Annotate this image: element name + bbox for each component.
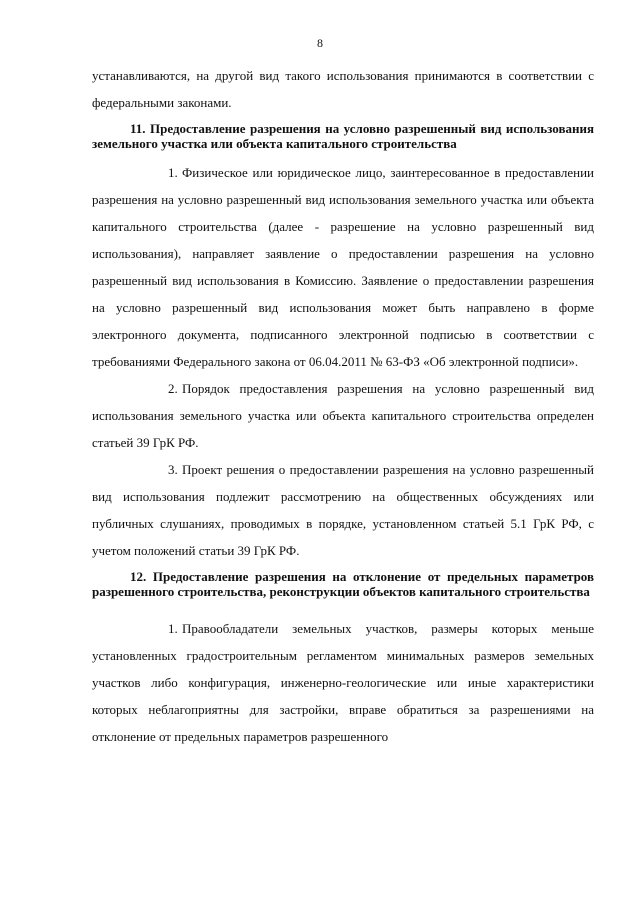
- item-number: 1.: [168, 165, 178, 180]
- item-text: Правообладатели земельных участков, размеры которых меньше установленных градостроительным регламентом минимальных размеров земельных участков либо конфигурация, инженерно-геологические или иные характеристики которых неблагоприятны для застройки, вправе обратиться за разрешениями на отклонение от предельных параметров разрешенного: [92, 621, 594, 744]
- section-heading-11: 11. Предоставление разрешения на условно разрешенный вид использования земельного участка или объекта капитального строительства: [92, 121, 594, 151]
- item-number: 3.: [168, 462, 178, 477]
- paragraph-continuation: устанавливаются, на другой вид такого использования принимаются в соответствии с федеральными законами.: [92, 68, 594, 110]
- item-text: Порядок предоставления разрешения на условно разрешенный вид использования земельного участка или объекта капитального строительства определен статьей 39 ГрК РФ.: [92, 381, 594, 450]
- item-text: Проект решения о предоставлении разрешения на условно разрешенный вид использования подлежит рассмотрению на общественных обсуждениях или публичных слушаниях, проводимых в порядке, установленном статьей 5.1 ГрК РФ, с учетом положений статьи 39 ГрК РФ.: [92, 462, 594, 558]
- section-heading-12: 12. Предоставление разрешения на отклонение от предельных параметров разрешенного строительства, реконструкции объектов капитального строительства: [92, 569, 594, 599]
- page-number: 8: [317, 36, 323, 50]
- item-number: 1.: [168, 621, 178, 636]
- item-text: Физическое или юридическое лицо, заинтересованное в предоставлении разрешения на условно разрешенный вид использования земельного участка или объекта капитального строительства (далее - разрешение на условно разрешенный вид использования), направляет заявление о предоставлении разрешения на условно разрешенный вид использования в Комиссию. Заявление о предоставлении разрешения на условно разрешенный вид использования может быть направлено в форме электронного документа, подписанного электронной подписью в соответствии с требованиями Федерального закона от 06.04.2011 № 63-ФЗ «Об электронной подписи».: [92, 165, 594, 369]
- section-11-item-2: [92, 375, 594, 456]
- section-11-item-1: [92, 159, 594, 375]
- item-number: 2.: [168, 381, 178, 396]
- section-11-item-3: [92, 456, 594, 564]
- document-body: [92, 62, 594, 750]
- section-12-item-1: [92, 615, 594, 750]
